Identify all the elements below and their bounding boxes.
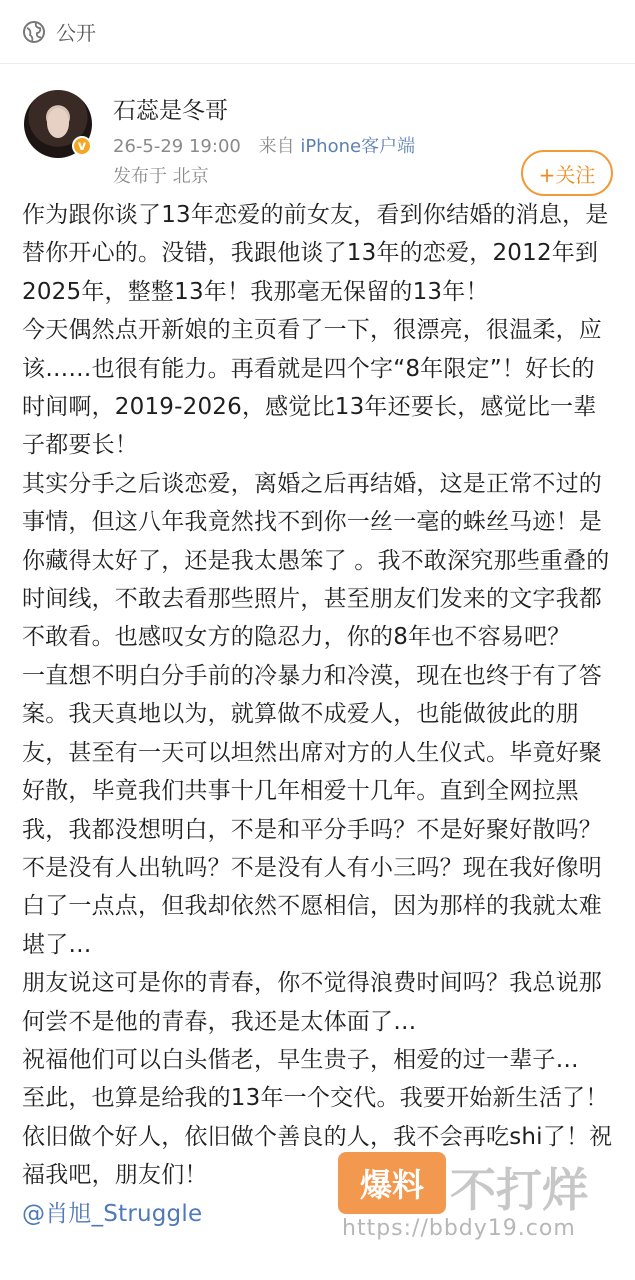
mention-link[interactable]: @肖旭_Struggle (22, 1200, 203, 1227)
watermark-badge: 爆料 (338, 1152, 446, 1214)
globe-icon (22, 20, 46, 44)
post-time: 26-5-29 19:00 (113, 136, 241, 157)
post-paragraph: 作为跟你谈了13年恋爱的前女友，看到你结婚的消息，是替你开心的。没错，我跟他谈了13年的恋爱，2012年到2025年，整整13年！我那毫无保留的13年！ (22, 202, 609, 305)
source-link[interactable]: iPhone客户端 (300, 136, 416, 157)
post-meta (113, 132, 415, 158)
post-paragraph: 祝福他们可以白头偕老，早生贵子，相爱的过一辈子… (22, 1046, 579, 1073)
username[interactable]: 石蕊是冬哥 (113, 98, 228, 124)
visibility-bar (0, 0, 635, 64)
post-paragraph: 其实分手之后谈恋爱，离婚之后再结婚，这是正常不过的事情，但这八年我竟然找不到你一丝一毫的蛛丝马迹！是你藏得太好了，还是我太愚笨了 。我不敢深究那些重叠的时间线，不敢去看那些照片，甚至朋友们发来的文字我都不敢看。也感叹女方的隐忍力，你的8年也不容易吧？ (22, 470, 610, 651)
watermark-url: https://bbdy19.com (342, 1216, 576, 1241)
post-header (0, 64, 635, 194)
source-prefix: 来自 (258, 136, 295, 157)
follow-button[interactable]: +关注 (521, 150, 613, 196)
post-paragraph: 朋友说这可是你的青春，你不觉得浪费时间吗？我总说那何尝不是他的青春，我还是太体面了… (22, 970, 602, 1035)
post-paragraph: 一直想不明白分手前的冷暴力和冷漠，现在也终于有了答案。我天真地以为，就算做不成爱人，也能做彼此的朋友，甚至有一天可以坦然出席对方的人生仪式。毕竟好聚好散，毕竟我们共事十几年相爱十几年。直到全网拉黑我，我都没想明白，不是和平分手吗？不是好聚好散吗？不是没有人出轨吗？不是没有人有小三吗？现在我好像明白了一点点，但我却依然不愿相信，因为那样的我就太难堪了… (22, 662, 602, 958)
post-location: 发布于 北京 (113, 166, 209, 187)
verified-badge-icon: v (72, 136, 92, 156)
post-paragraph: 今天偶然点开新娘的主页看了一下，很漂亮，很温柔，应该……也很有能力。再看就是四个字“8年限定”！好长的时间啊，2019-2026，感觉比13年还要长，感觉比一辈子都要长！ (22, 317, 602, 459)
post-paragraph: 至此，也算是给我的13年一个交代。我要开始新生活了！依旧做个好人，依旧做个善良的人，我不会再吃shi了！祝福我吧，朋友们！ (22, 1085, 613, 1189)
visibility-label: 公开 (56, 21, 96, 45)
post-content (22, 196, 616, 1233)
watermark-text: 不打烊 (450, 1163, 588, 1217)
